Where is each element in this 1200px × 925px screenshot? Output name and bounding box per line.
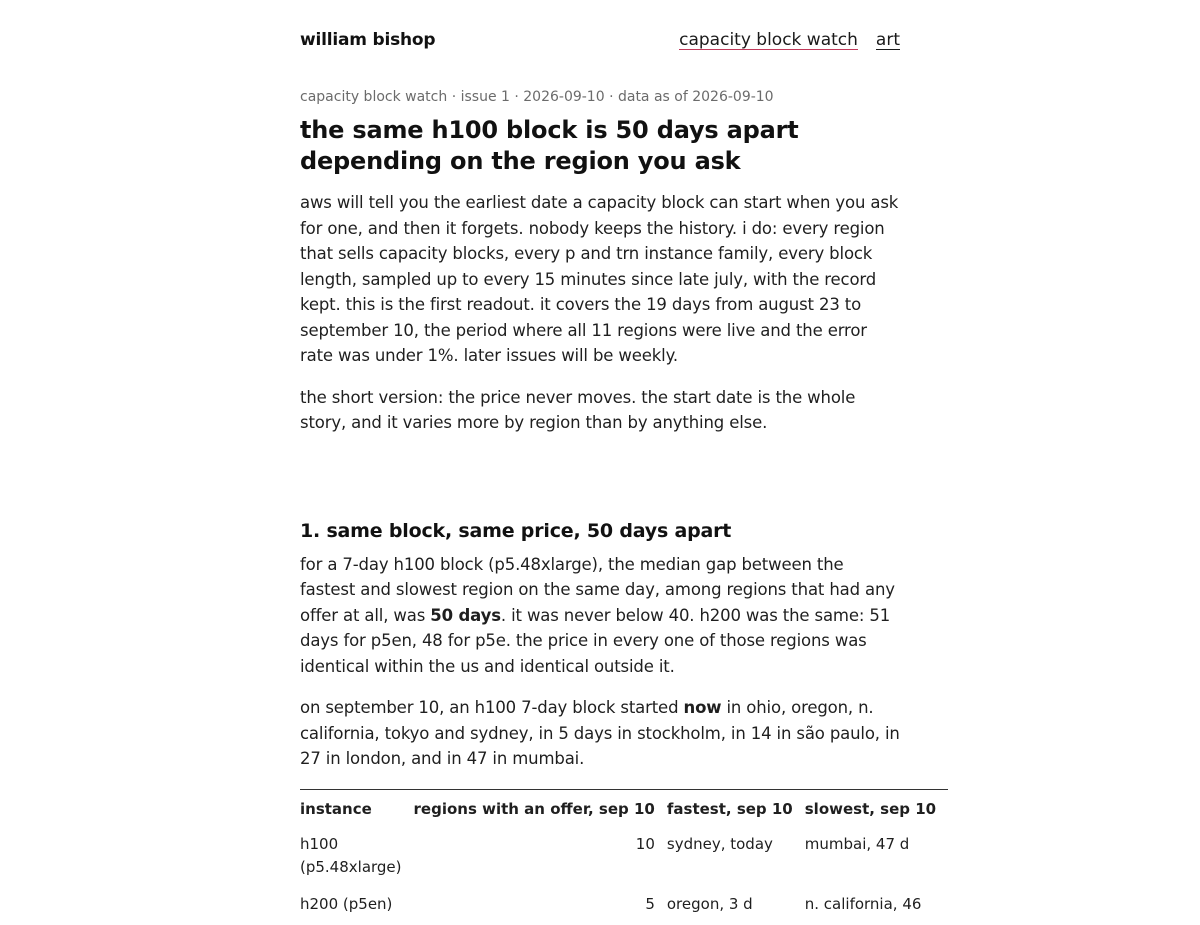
table-cell: n. california, 46 [804, 894, 922, 913]
table-header-row [300, 789, 948, 828]
article-meta: capacity block watch · issue 1 · 2026-09-10 · data as of 2026-09-10 [300, 89, 774, 105]
paragraph-text: . it was never below 40. h200 was the same: 51 days for p5en, 48 for p5e. the price in every one of those regions was identical within the us and identical outside it. [300, 605, 891, 676]
table-row [300, 828, 948, 888]
paragraph-text: on september 10, an h100 7-day block started [300, 698, 684, 717]
table-cell: 10 [635, 834, 655, 853]
emphasis-text: now [683, 698, 722, 717]
table-cell: mumbai, 47 d [804, 834, 910, 853]
nav-link-art[interactable]: art [875, 30, 900, 50]
region-comparison-table [300, 789, 948, 925]
nav-link-capacity-block-watch[interactable]: capacity block watch [679, 30, 858, 50]
emphasis-text: 50 days [430, 605, 501, 625]
column-header: fastest, sep 10 [666, 799, 793, 818]
intro-paragraph: the short version: the price never moves. the start date is the whole story, and it varies more by region than by anything else. [300, 387, 856, 432]
site-header [300, 30, 900, 52]
table-cell: h100 (p5.48xlarge) [300, 834, 402, 876]
section-paragraph [300, 695, 900, 772]
site-name[interactable]: william bishop [300, 30, 436, 50]
column-header: regions with an offer, sep 10 [413, 799, 655, 818]
column-header: slowest, sep 10 [804, 799, 937, 818]
section-heading: 1. same block, same price, 50 days apart [300, 519, 732, 542]
table-row [300, 888, 948, 925]
article-title: the same h100 block is 50 days apart depending on the region you ask [300, 116, 799, 175]
section-paragraph [300, 552, 900, 680]
table-cell: sydney, today [666, 834, 773, 853]
page [300, 0, 937, 925]
paragraph-text: for a 7-day h100 block (p5.48xlarge), the median gap between the fastest and slowest region on the same day, among regions that had any offer at all, was [300, 554, 895, 625]
paragraph-text: in ohio, oregon, n. california, tokyo and sydney, in 5 days in stockholm, in 14 in são paulo, in 27 in london, and in 47 in mumbai. [300, 698, 900, 768]
site-nav [679, 31, 900, 50]
column-header: instance [300, 799, 372, 818]
table-cell: h200 (p5en) [300, 894, 393, 913]
intro-paragraph: aws will tell you the earliest date a capacity block can start when you ask for one, and then it forgets. nobody keeps the history. i do: every region that sells capacity blocks, every p and trn instance family, every block length, sampled up to every 15 minutes since late july, with the record kept. this is the first readout. it covers the 19 days from august 23 to september 10, the period where all 11 regions were live and the error rate was under 1%. later issues will be weekly. [300, 193, 899, 365]
table-cell: oregon, 3 d [666, 894, 753, 913]
table-cell: 5 [645, 894, 655, 913]
